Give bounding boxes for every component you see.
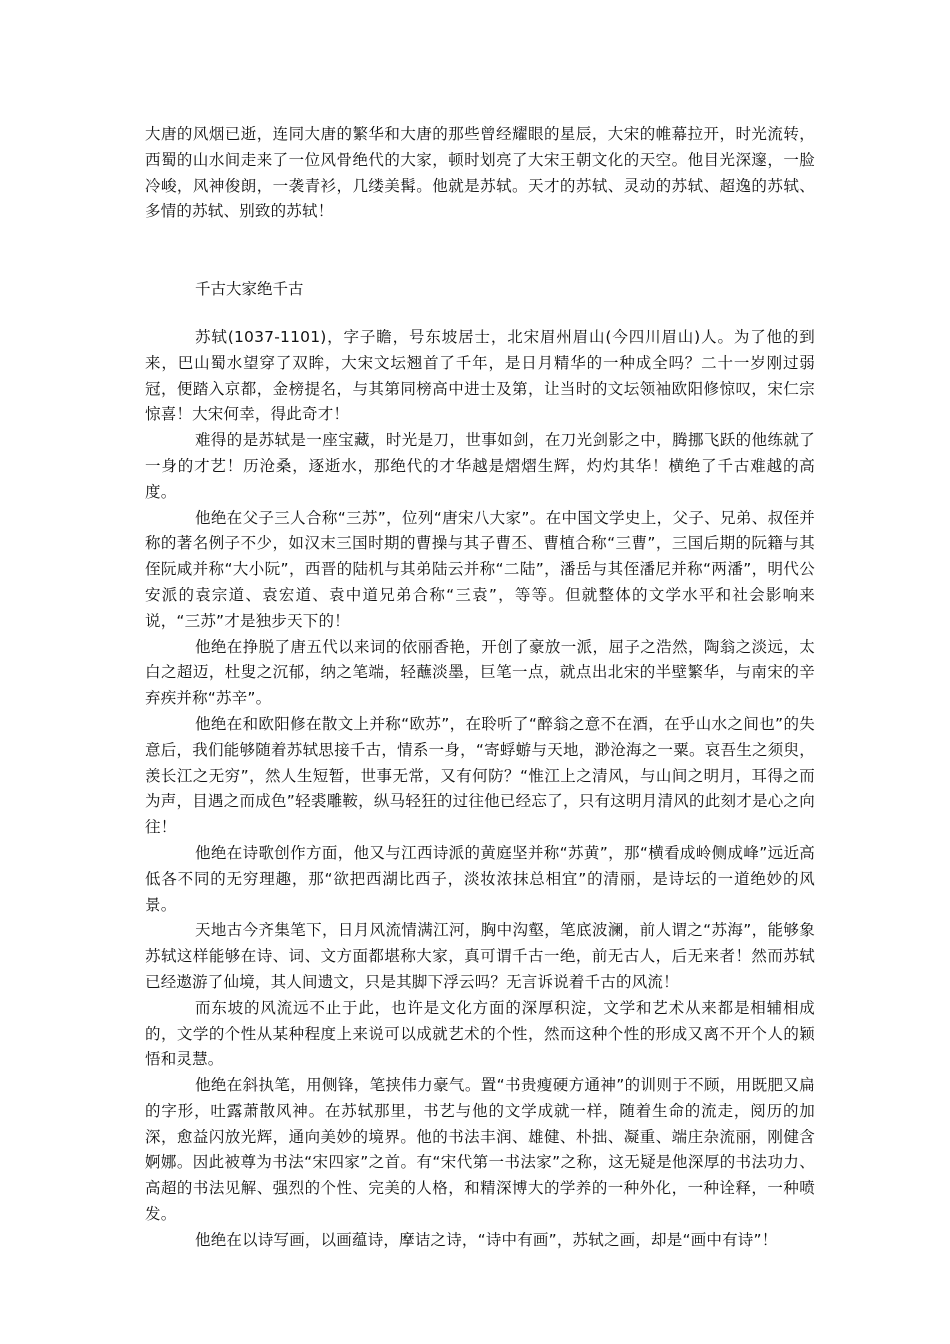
body-paragraph: 而东坡的风流远不止于此，也许是文化方面的深厚积淀，文学和艺术从来都是相辅相成的，文学的个性从某种程度上来说可以成就艺术的个性，然而这种个性的形成又离不开个人的颖悟和灵慧。	[145, 998, 815, 1069]
body-paragraph: 苏轼(1037-1101)，字子瞻，号东坡居士，北宋眉州眉山(今四川眉山)人。为了他的到来，巴山蜀水望穿了双眸，大宋文坛翘首了千年，是日月精华的一种成全吗？二十一岁刚过弱冠，便踏入京都，金榜提名，与其第同榜高中进士及第，让当时的文坛领袖欧阳修惊叹，宋仁宗惊喜！大宋何幸，得此奇才！	[145, 327, 815, 424]
body-paragraph: 他绝在父子三人合称“三苏”，位列“唐宋八大家”。在中国文学史上，父子、兄弟、叔侄并称的著名例子不少，如汉末三国时期的曹操与其子曹丕、曹植合称“三曹”，三国后期的阮籍与其侄阮咸并称“大小阮”，西晋的陆机与其弟陆云并称“二陆”，潘岳与其侄潘尼并称“两潘”，明代公安派的袁宗道、袁宏道、袁中道兄弟合称“三袁”，等等。但就整体的文学水平和社会影响来说，“三苏”才是独步天下的！	[145, 508, 815, 630]
body-paragraph: 他绝在挣脱了唐五代以来词的依丽香艳，开创了豪放一派，屈子之浩然，陶翁之淡远，太白之超迈，杜叟之沉郁，纳之笔端，轻蘸淡墨，巨笔一点，就点出北宋的半壁繁华，与南宋的辛弃疾并称“苏辛”。	[145, 637, 815, 708]
body-paragraph: 难得的是苏轼是一座宝藏，时光是刀，世事如剑，在刀光剑影之中，腾挪飞跃的他练就了一身的才艺！历沧桑，逐逝水，那绝代的才华越是熠熠生辉，灼灼其华！横绝了千古难越的高度。	[145, 431, 815, 501]
body-text	[145, 325, 815, 1254]
body-paragraph: 他绝在和欧阳修在散文上并称“欧苏”，在聆听了“醉翁之意不在酒，在乎山水之间也”的失意后，我们能够随着苏轼思接千古，情系一身，“寄蜉蝣与天地，渺沧海之一粟。哀吾生之须臾，羡长江之无穷”，然人生短暂，世事无常，又有何防？“惟江上之清风，与山间之明月，耳得之而为声，目遇之而成色”轻裘雕鞍，纵马轻狂的过往他已经忘了，只有这明月清风的此刻才是心之向往！	[145, 714, 815, 837]
body-paragraph: 天地古今齐集笔下，日月风流情满江河，胸中沟壑，笔底波澜，前人谓之“苏海”，能够象苏轼这样能够在诗、词、文方面都堪称大家，真可谓千古一绝，前无古人，后无来者！然而苏轼已经遨游了仙境，其人间遗文，只是其脚下浮云吗？无言诉说着千古的风流！	[145, 921, 815, 991]
body-paragraph: 他绝在诗歌创作方面，他又与江西诗派的黄庭坚并称“苏黄”，那“横看成岭侧成峰”远近高低各不同的无穷理趣，那“欲把西湖比西子，淡妆浓抹总相宜”的清丽，是诗坛的一道绝妙的风景。	[145, 843, 815, 914]
section-title: 千古大家绝千古	[195, 280, 304, 299]
body-paragraph: 他绝在斜执笔，用侧锋，笔挟伟力豪气。置“书贵瘦硬方通神”的训则于不顾，用既肥又扁的字形，吐露萧散风神。在苏轼那里，书艺与他的文学成就一样，随着生命的流走，阅历的加深，愈益闪放光辉，通向美妙的境界。他的书法丰润、雄健、朴拙、凝重、端庄杂流丽，刚健含婀娜。因此被尊为书法“宋四家”之首。有“宋代第一书法家”之称，这无疑是他深厚的书法功力、高超的书法见解、强烈的个性、完美的人格，和精深博大的学养的一种外化，一种诠释，一种喷发。	[145, 1076, 815, 1224]
intro-paragraph: 大唐的风烟已逝，连同大唐的繁华和大唐的那些曾经耀眼的星辰，大宋的帷幕拉开，时光流转，西蜀的山水间走来了一位风骨绝代的大家，顿时划亮了大宋王朝文化的天空。他目光深邃，一脸冷峻，风神俊朗，一袭青衫，几缕美髯。他就是苏轼。天才的苏轼、灵动的苏轼、超逸的苏轼、多情的苏轼、别致的苏轼！	[145, 125, 815, 221]
document-page	[145, 122, 815, 1254]
body-paragraph: 他绝在以诗写画，以画蕴诗，摩诘之诗，“诗中有画”，苏轼之画，却是“画中有诗”！	[195, 1230, 778, 1249]
